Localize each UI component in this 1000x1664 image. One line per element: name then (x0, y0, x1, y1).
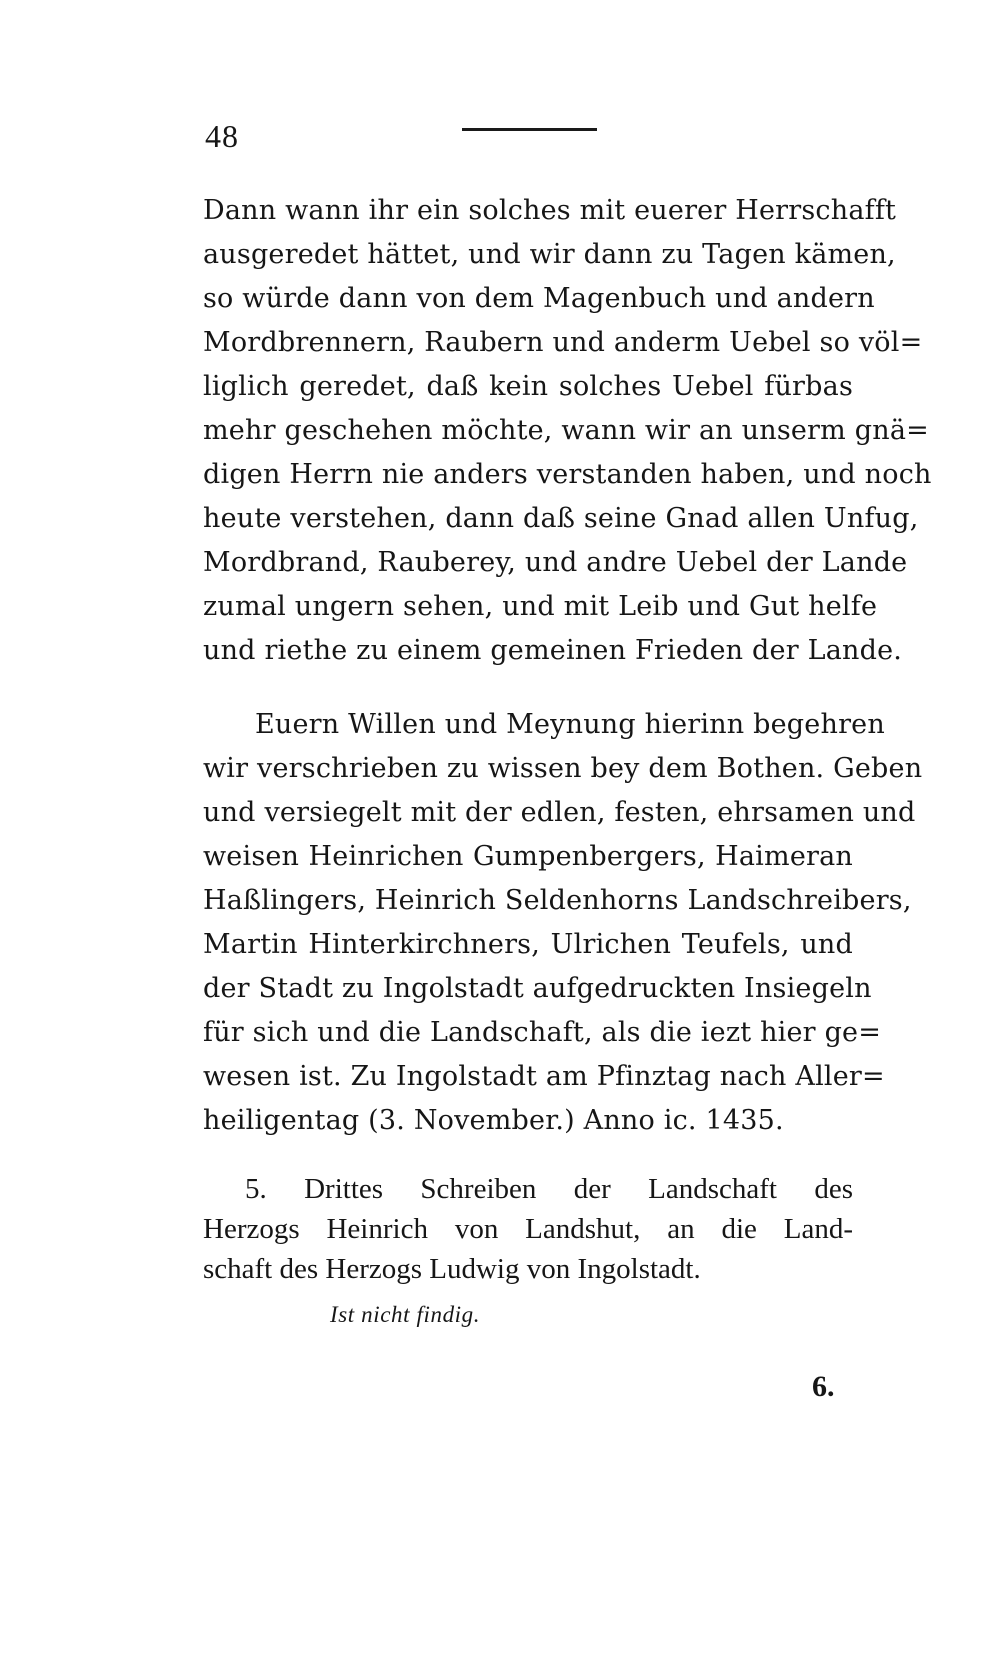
text-line: mehr geschehen möchte, wann wir an unserm gnä= (203, 415, 929, 446)
text-line: liglich geredet, daß kein solches Uebel fürbas (203, 371, 853, 402)
text-line: Haßlingers, Heinrich Seldenhorns Landschreibers, (203, 885, 912, 916)
text-line: zumal ungern sehen, und mit Leib und Gut helfe (203, 591, 878, 622)
page-number: 48 (205, 118, 239, 154)
header-rule (462, 128, 597, 131)
text-line: Mordbrand, Rauberey, und andre Uebel der Lande (203, 547, 908, 578)
catchword: 6. (812, 1370, 835, 1403)
text-line: für sich und die Landschaft, als die iezt hier ge= (203, 1017, 882, 1048)
text-line: der Stadt zu Ingolstadt aufgedruckten Insiegeln (203, 973, 872, 1004)
text-line: wir verschrieben zu wissen bey dem Bothen. Geben (203, 753, 923, 784)
text-line: Euern Willen und Meynung hierinn begehren (255, 709, 885, 740)
text-line: ausgeredet hättet, und wir dann zu Tagen kämen, (203, 239, 896, 270)
section-heading-line: 5. Drittes Schreiben der Landschaft des (245, 1173, 853, 1205)
text-line: digen Herrn nie anders verstanden haben, und noch (203, 459, 932, 490)
section-heading-line: schaft des Herzogs Ludwig von Ingolstadt. (203, 1253, 701, 1285)
text-line: und riethe zu einem gemeinen Frieden der Lande. (203, 635, 903, 666)
text-line: Dann wann ihr ein solches mit euerer Herrschafft (203, 195, 897, 226)
section-heading-line: Herzogs Heinrich von Landshut, an die Land- (203, 1213, 853, 1245)
text-line: heute verstehen, dann daß seine Gnad allen Unfug, (203, 503, 919, 534)
text-line: heiligentag (3. November.) Anno ic. 1435. (203, 1105, 784, 1136)
text-line: so würde dann von dem Magenbuch und andern (203, 283, 875, 314)
text-line: wesen ist. Zu Ingolstadt am Pfinztag nach Aller= (203, 1061, 885, 1092)
text-line: Mordbrennern, Raubern und anderm Uebel so völ= (203, 327, 923, 358)
section-note: Ist nicht findig. (330, 1302, 481, 1327)
text-line: Martin Hinterkirchners, Ulrichen Teufels, und (203, 929, 853, 960)
text-line: weisen Heinrichen Gumpenbergers, Haimeran (203, 841, 853, 872)
text-line: und versiegelt mit der edlen, festen, ehrsamen und (203, 797, 916, 828)
